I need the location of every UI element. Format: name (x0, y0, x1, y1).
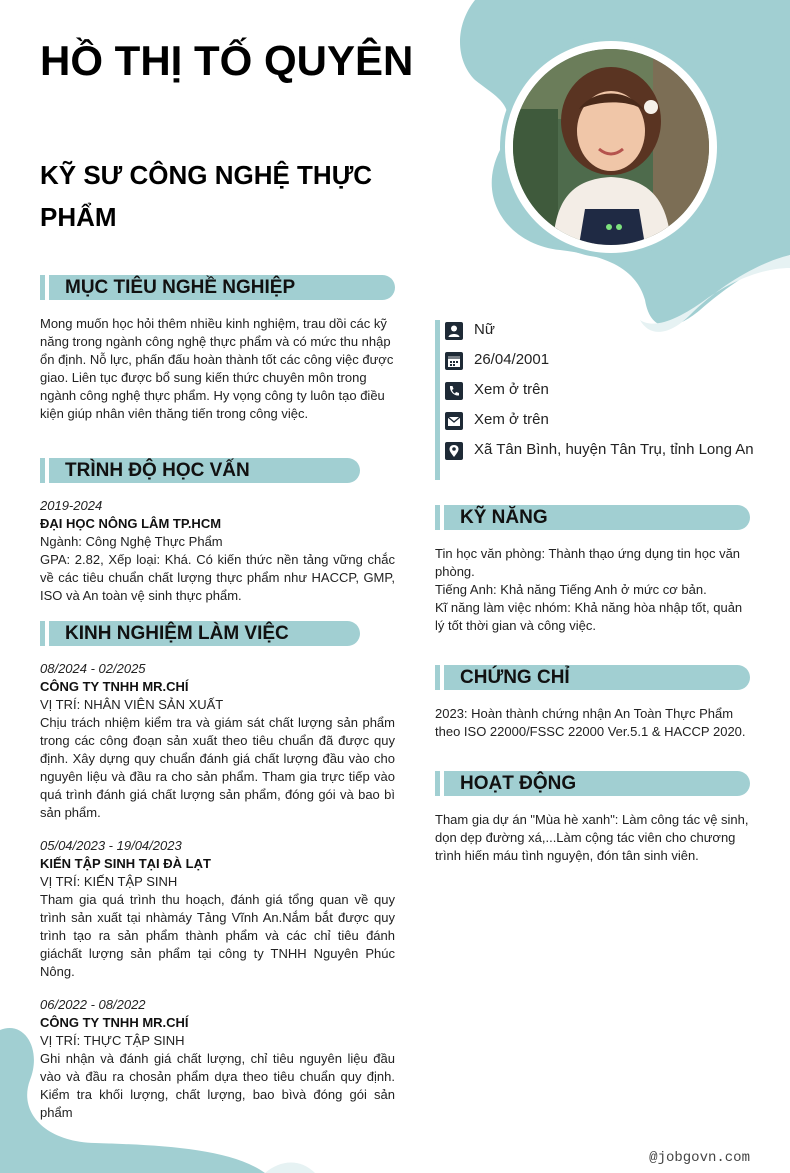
skills-list (435, 545, 750, 635)
education-detail: GPA: 2.82, Xếp loại: Khá. Có kiến thức nền tảng vững chắc về các tiêu chuẩn chất lượng thực phẩm như HACCP, GMP, ISO và An toàn vệ sinh thực phẩm. (40, 552, 395, 603)
certificates-text: 2023: Hoàn thành chứng nhận An Toàn Thực Phẩm theo ISO 22000/FSSC 22000 Ver.5.1 & HACCP 2020. (435, 706, 746, 739)
info-accent-bar (435, 320, 440, 480)
experience-entry (40, 660, 395, 822)
experience-description: Chịu trách nhiệm kiểm tra và giám sát chất lượng sản phẩm trong các công đoạn sản xuất theo tiêu chuẩn đã được quy định. Xây dựng quy chuẩn đánh giá chất lượng đầu vào cho nguyên liệu và đầu ra cho sản phẩm. Tham gia trực tiếp vào quá trình đánh giá chất lượng sản phẩm, đóng gói và bao bì sản phẩm. (40, 715, 395, 820)
school-name: ĐẠI HỌC NÔNG LÂM TP.HCM (40, 516, 222, 531)
skill-item: Tin học văn phòng: Thành thạo ứng dụng tin học văn phòng. (435, 546, 741, 579)
candidate-name: HỒ THỊ TỐ QUYÊN (40, 37, 414, 84)
position: VỊ TRÍ: KIẾN TẬP SINH (40, 874, 178, 889)
job-title: KỸ SƯ CÔNG NGHỆ THỰC PHẨM (40, 160, 373, 232)
section-title: MỤC TIÊU NGHỀ NGHIỆP (65, 277, 296, 298)
objective-text: Mong muốn học hỏi thêm nhiều kinh nghiệm, trau dồi các kỹ năng trong ngành công nghệ thực phẩm và có mức thu nhập ổn định. Nỗ lực, phấn đấu hoàn thành tốt các công việc được giao. Liên tục được bổ sung kiến thức chuyên môn trong ngành công nghệ thực phẩm. Hy vọng công ty luôn tạo điều kiện giúp nhân viên thăng tiến trong công việc. (40, 316, 394, 421)
section-title: KỸ NĂNG (460, 507, 548, 528)
phone-text: Xem ở trên (474, 381, 549, 398)
section-title: CHỨNG CHỈ (460, 667, 570, 688)
site-watermark: @jobgovn.com (649, 1150, 750, 1166)
experience-entry (40, 996, 395, 1122)
education-period: 2019-2024 (40, 498, 103, 513)
section-header-certificates (435, 665, 750, 690)
profile-photo (513, 49, 709, 245)
company-name: CÔNG TY TNHH MR.CHÍ (40, 1015, 189, 1030)
calendar-icon (445, 352, 463, 370)
experience-period: 06/2022 - 08/2022 (40, 997, 146, 1012)
location-pin-icon (445, 442, 463, 460)
skill-item: Kĩ năng làm việc nhóm: Khả năng hòa nhập tốt, quản lý tốt thời gian và công việc. (435, 600, 743, 633)
experience-entry (40, 837, 395, 981)
section-title: HOẠT ĐỘNG (460, 773, 577, 794)
email-text: Xem ở trên (474, 411, 549, 428)
mail-icon (445, 412, 463, 430)
person-icon (445, 322, 463, 340)
company-name: CÔNG TY TNHH MR.CHÍ (40, 679, 189, 694)
section-header-activities (435, 771, 750, 796)
section-header-skills (435, 505, 750, 530)
experience-period: 08/2024 - 02/2025 (40, 661, 146, 676)
section-title: TRÌNH ĐỘ HỌC VẤN (65, 460, 250, 481)
education-entry (40, 497, 395, 605)
phone-icon (445, 382, 463, 400)
skill-item: Tiếng Anh: Khả năng Tiếng Anh ở mức cơ bản. (435, 582, 707, 597)
activities-text: Tham gia dự án "Mùa hè xanh": Làm công tác vệ sinh, dọn dẹp đường xá,...Làm cộng tác viên cho chương trình hiến máu tình nguyện, đón tân sinh viên. (435, 812, 749, 863)
company-name: KIẾN TẬP SINH TẠI ĐÀ LẠT (40, 856, 211, 871)
position: VỊ TRÍ: NHÂN VIÊN SẢN XUẤT (40, 697, 224, 712)
section-header-education (40, 458, 360, 483)
birthday-text: 26/04/2001 (474, 351, 550, 368)
experience-description: Tham gia quá trình thu hoạch, đánh giá tổng quan về quy trình sản xuất tại nhàmáy Tảng Vĩnh An.Nắm bắt được quy trình tạo ra sản phẩm thành phẩm và các chỉ tiêu đánh giáchất lượng sản phẩm tại công ty TNHH Nguyên Phúc Nông. (40, 892, 395, 979)
experience-description: Ghi nhận và đánh giá chất lượng, chỉ tiêu nguyên liệu đầu vào và đầu ra chosản phẩm dựa theo tiêu chuẩn quy định. Kiểm tra khối lượng, chất lượng, bao bìvà đóng gói sản phẩm (40, 1051, 395, 1120)
education-major: Ngành: Công Nghệ Thực Phẩm (40, 534, 223, 549)
experience-period: 05/04/2023 - 19/04/2023 (40, 838, 182, 853)
section-title: KINH NGHIỆM LÀM VIỆC (65, 623, 289, 644)
avatar (500, 36, 722, 258)
section-header-experience (40, 621, 360, 646)
section-header-objective (40, 275, 395, 300)
position: VỊ TRÍ: THỰC TẬP SINH (40, 1033, 185, 1048)
gender-text: Nữ (474, 321, 495, 338)
address-text: Xã Tân Bình, huyện Tân Trụ, tỉnh Long An (474, 441, 754, 458)
